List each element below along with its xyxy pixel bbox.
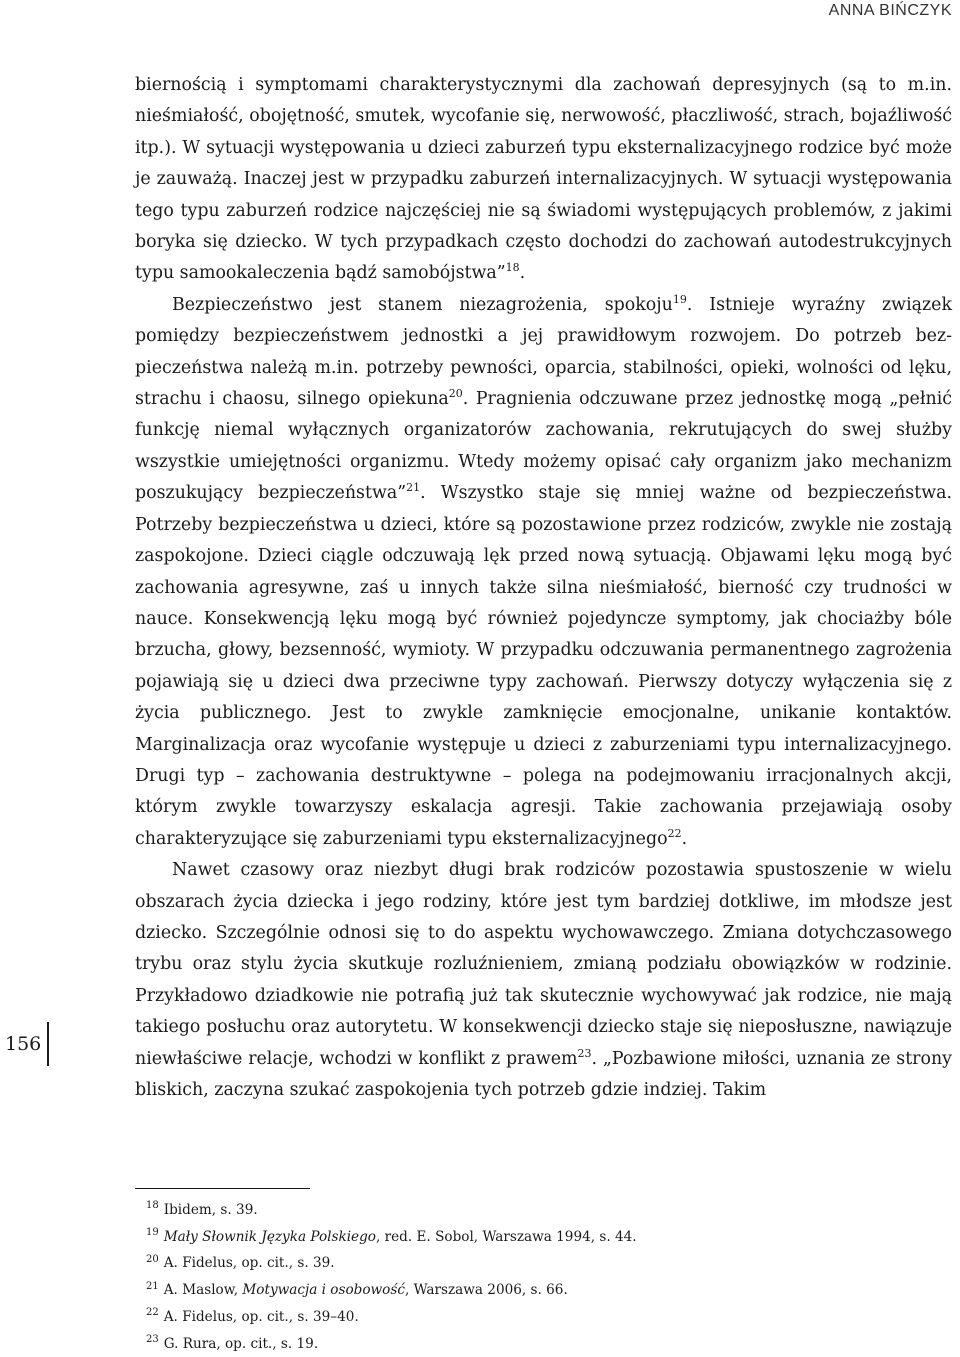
footnote-number: 23: [146, 1333, 159, 1345]
paragraph-text: . Pragnienia odczuwane przez jednostkę mogą „pełnić funkcję niemal wyłącznych organizatorów zachowania, rekrutujących do swej służby wszystkie umiejętności organizmu. Wtedy możemy opisać cały organizm jako mechanizm poszukujący bezpieczeństwa”: [135, 389, 952, 504]
footnote-reference[interactable]: 22: [667, 826, 682, 840]
paragraph-text: Nawet czasowy oraz niezbyt długi brak rodziców pozostawia spustoszenie w wielu obszarach życia dziecka i jego rodziny, które jest tym bardziej dotkliwe, im młodsze jest dziecko. Szczególnie odnosi się to do aspektu wychowawczego. Zmiana dotychczasowego trybu oraz stylu życia skutkuje rozluźnieniem, zmianą podziału obowiązków w rodzinie. Przykładowo dziadkowie nie potrafią już tak skutecznie wychowywać jak rodzice, nie mają takiego posłuchu oraz autorytetu. W konsekwencji dziecko staje się nieposłuszne, nawiązuje niewłaściwe relacje, wchodzi w konflikt z prawem: [135, 860, 952, 1069]
footnote-reference[interactable]: 19: [672, 293, 687, 307]
paragraph: [135, 70, 952, 290]
footnote-item: [146, 1331, 926, 1357]
footnote-item: [146, 1304, 926, 1331]
paragraph-text: . Istnieje wyraźny związek pomiędzy bezpieczeństwem jednostki a jej prawidłowym rozwojem. Do potrzeb bezpieczeństwa należą m.in. potrzeby pewności, oparcia, stabilności, opieki, wolności od lęku, strachu i chaosu, silnego opiekuna: [135, 294, 952, 410]
page-number-rule: [47, 1022, 49, 1066]
page-number: 156: [5, 1033, 42, 1055]
footnote-number: 19: [146, 1227, 159, 1239]
paragraph-text: Bezpieczeństwo jest stanem niezagrożenia, spokoju: [172, 294, 673, 315]
footnote-reference[interactable]: 20: [448, 387, 463, 401]
footnote-text: Ibidem, s. 39.: [163, 1202, 258, 1218]
footnote-item: [146, 1250, 926, 1277]
footnote-separator: [135, 1188, 310, 1189]
footnote-text: A. Maslow,: [163, 1282, 243, 1299]
footnote-reference[interactable]: 18: [505, 261, 520, 275]
paragraph-text: . „Pozbawione miłości, uznania ze strony bliskich, zaczyna szukać zaspokojenia tych potrzeb gdzie indziej. Takim: [135, 1048, 952, 1100]
footnote-reference[interactable]: 21: [406, 481, 421, 495]
footnote-number: 22: [146, 1307, 159, 1319]
paragraph: [135, 855, 952, 1106]
paragraph-text: .: [519, 263, 526, 284]
paragraph-text: . Wszystko staje się mniej ważne od bezpieczeństwa. Potrzeby bezpieczeństwa u dzieci, które są pozostawione przez rodziców, zwykle nie zostają zaspokojone. Dzieci ciągle odczuwają lęk przed nową sytuacją. Objawami lęku mogą być zachowania agresywne, zaś u innych także silna nieśmiałość, bierność czy trudności w nauce. Konsekwencją lęku mogą być również pojedyncze symptomy, jak chociażby bóle brzucha, głowy, bezsenność, wymioty. W przypadku odczuwania permanentnego zagrożenia pojawiają się u dzieci dwa przeciwne typy zachowań. Pierwszy dotyczy wyłączenia się z życia publicznego. Jest to zwykle zamknięcie emocjonalne, unikanie kontaktów. Marginalizacja oraz wycofanie występuje u dzieci z zaburzeniami typu internalizacyjnego. Drugi typ – zachowania destruktywne – polega na podejmowaniu irracjonalnych akcji, którym zwykle towarzyszy eskalacja agresji. Takie zachowania przejawiają osoby charakteryzujące się zaburzeniami typu eksternalizacyjnego: [135, 483, 952, 849]
footnote-text: A. Fidelus, op. cit., s. 39.: [163, 1255, 335, 1272]
paragraph: [135, 290, 952, 855]
footnote-title: Motywacja i osobowość: [242, 1282, 405, 1299]
footnote-text: G. Rura, op. cit., s. 19.: [163, 1335, 319, 1352]
running-header-author: ANNA BIŃCZYK: [828, 2, 952, 19]
footnote-text: , Warszawa 2006, s. 66.: [404, 1282, 568, 1299]
footnote-item: [146, 1224, 926, 1251]
body-text: [135, 70, 952, 1106]
footnote-text: A. Fidelus, op. cit., s. 39–40.: [163, 1308, 359, 1325]
footnote-number: 18: [146, 1200, 159, 1212]
footnotes: [146, 1197, 926, 1357]
footnote-number: 20: [146, 1253, 159, 1265]
footnote-reference[interactable]: 23: [577, 1046, 592, 1060]
footnote-text: , red. E. Sobol, Warszawa 1994, s. 44.: [375, 1228, 637, 1245]
footnote-item: [146, 1277, 926, 1304]
footnote-number: 21: [146, 1280, 159, 1292]
footnote-title: Mały Słownik Języka Polskiego: [163, 1228, 376, 1245]
footnote-item: [146, 1197, 926, 1224]
paragraph-text: .: [681, 828, 688, 849]
paragraph-text: biernością i symptomami charakterystycznymi dla zachowań depresyjnych (są to m.in. nieśmiałość, obojętność, smutek, wycofanie się, nerwowość, płaczliwość, strach, bojaźliwość itp.). W sytuacji występowania u dzieci zaburzeń typu eksternalizacyjnego rodzice być może je zauważą. Inaczej jest w przypadku zaburzeń internalizacyjnych. W sytuacji występowania tego typu zaburzeń rodzice najczęściej nie są świadomi występujących problemów, z jakimi boryka się dziecko. W tych przypadkach często dochodzi do zachowań autodestrukcyjnych typu samookaleczenia bądź samobójstwa”: [135, 75, 952, 284]
